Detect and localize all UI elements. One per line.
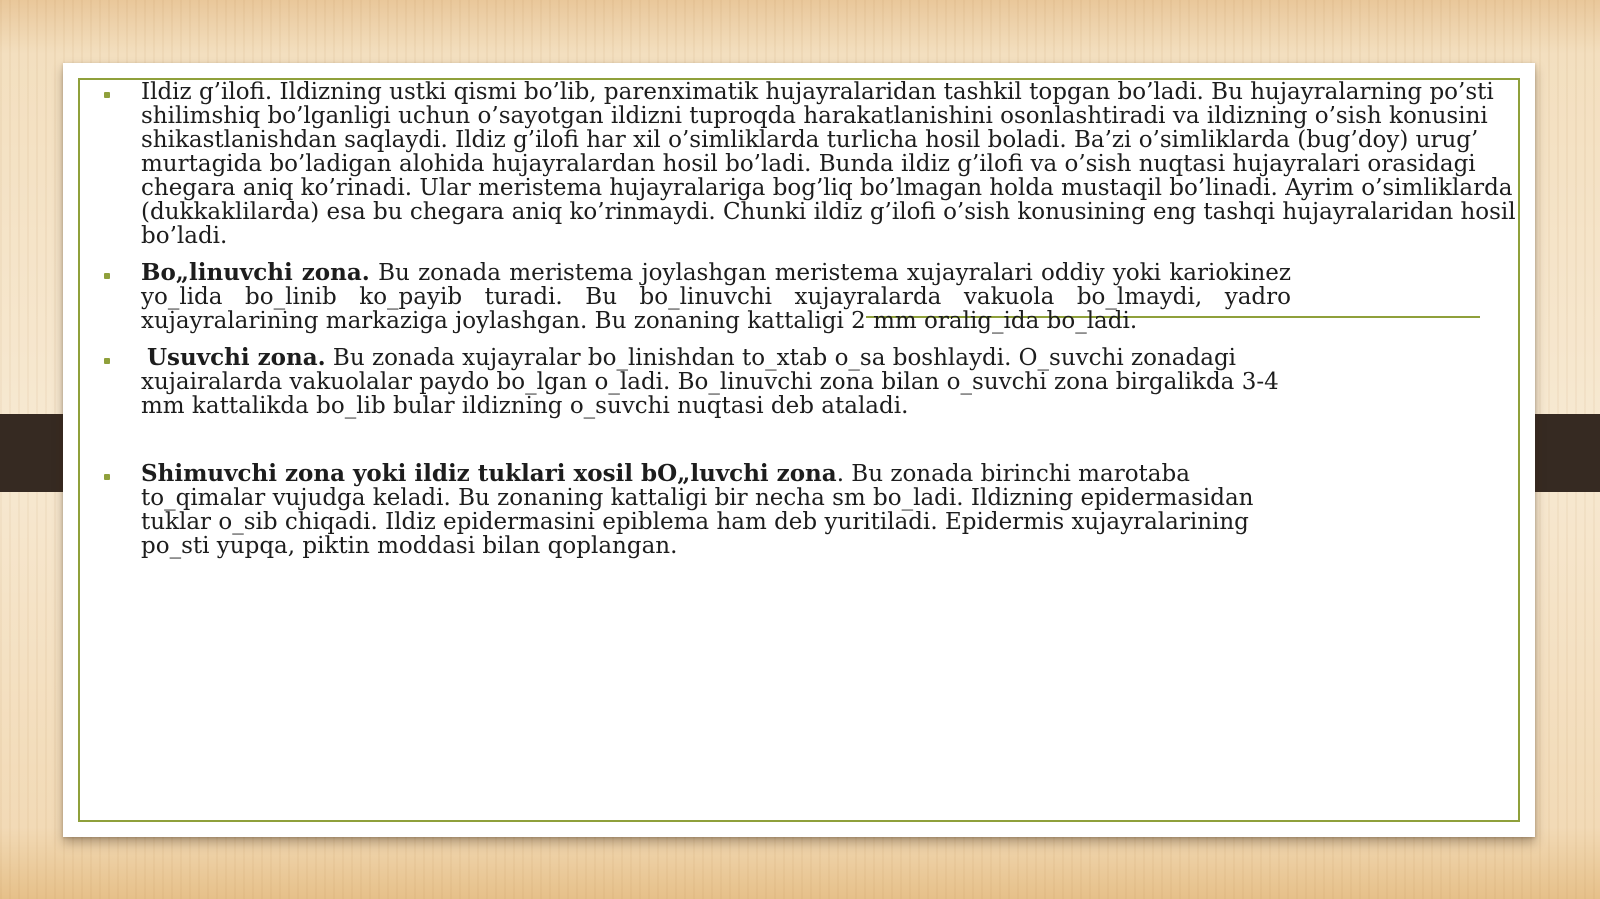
bullet-text — [141, 261, 1291, 333]
bullet-bold-heading: Bo„linuvchi zona. — [141, 259, 370, 286]
bullet-item-ildiz-gilofi — [141, 80, 1531, 248]
bullet-text — [141, 80, 1531, 248]
slide-paper — [63, 63, 1535, 837]
bullet-square-icon — [104, 273, 110, 279]
bullet-square-icon — [104, 92, 110, 98]
bullet-bold-heading: Shimuvchi zona yoki ildiz tuklari xosil bO„luvchi zona — [141, 460, 837, 487]
bullet-square-icon — [104, 358, 110, 364]
bullet-body: . Bu zonada birinchi marotaba to_qimalar vujudga keladi. Bu zonaning kattaligi bir necha sm bo_ladi. Ildizning epidermasidan tuklar o_sib chiqadi. Ildiz epidermasini epiblema ham deb yuritiladi. Epidermis xujayralarining po_sti yupqa, piktin moddasi bilan qoplangan. — [141, 461, 1254, 559]
bullet-item-usuvchi-zona — [141, 346, 1291, 418]
bullet-body: Ildiz g’ilofi. Ildizning ustki qismi bo’lib, parenximatik hujayralaridan tashkil topgan bo’ladi. Bu hujayralarning po’sti shilimshiq bo’lganligi uchun o’sayotgan ildizni tuproqda harakatlanishini osonlashtiradi va ildizning o’sish konusini shikastlanishdan saqlaydi. Ildiz g’ilofi har xil o’simliklarda turlicha hosil boladi. Ba’zi o’simliklarda (bug’doy) urug’ murtagida bo’ladigan alohida hujayralardan hosil bo’ladi. Bunda ildiz g’ilofi va o’sish nuqtasi hujayralari orasidagi chegara aniq ko’rinadi. Ular meristema hujayralariga bog’liq bo’lmagan holda mustaqil bo’linadi. Ayrim o’simliklarda (dukkaklilarda) esa bu chegara aniq ko’rinmaydi. Chunki ildiz g’ilofi o’sish konusining eng tashqi hujayralaridan hosil bo’ladi. — [141, 79, 1516, 249]
bullet-body: Bu zonada meristema joylashgan meristema xujayralari oddiy yoki kariokinez yo_lida bo_linib ko_payib turadi. Bu bo_linuvchi xujayralarda vakuola bo_lmaydi, yadro xujayralarining markaziga joylashgan. Bu zonaning kattaligi 2 mm oralig_ida bo_ladi. — [141, 260, 1291, 334]
bullet-item-bolinuvchi-zona — [141, 261, 1291, 333]
bullet-bold-heading: Usuvchi zona. — [147, 344, 326, 371]
bullet-square-icon — [104, 474, 110, 480]
bullet-item-shimuvchi-zona — [141, 462, 1291, 558]
bullet-text — [141, 346, 1291, 418]
bullet-text — [141, 462, 1291, 558]
bullet-body: Bu zonada xujayralar bo_linishdan to_xtab o_sa boshlaydi. O_suvchi zonadagi xujairalarda vakuolalar paydo bo_lgan o_ladi. Bo_linuvchi zona bilan o_suvchi zona birgalikda 3-4 mm kattalikda bo_lib bular ildizning o_suvchi nuqtasi deb ataladi. — [141, 345, 1279, 419]
